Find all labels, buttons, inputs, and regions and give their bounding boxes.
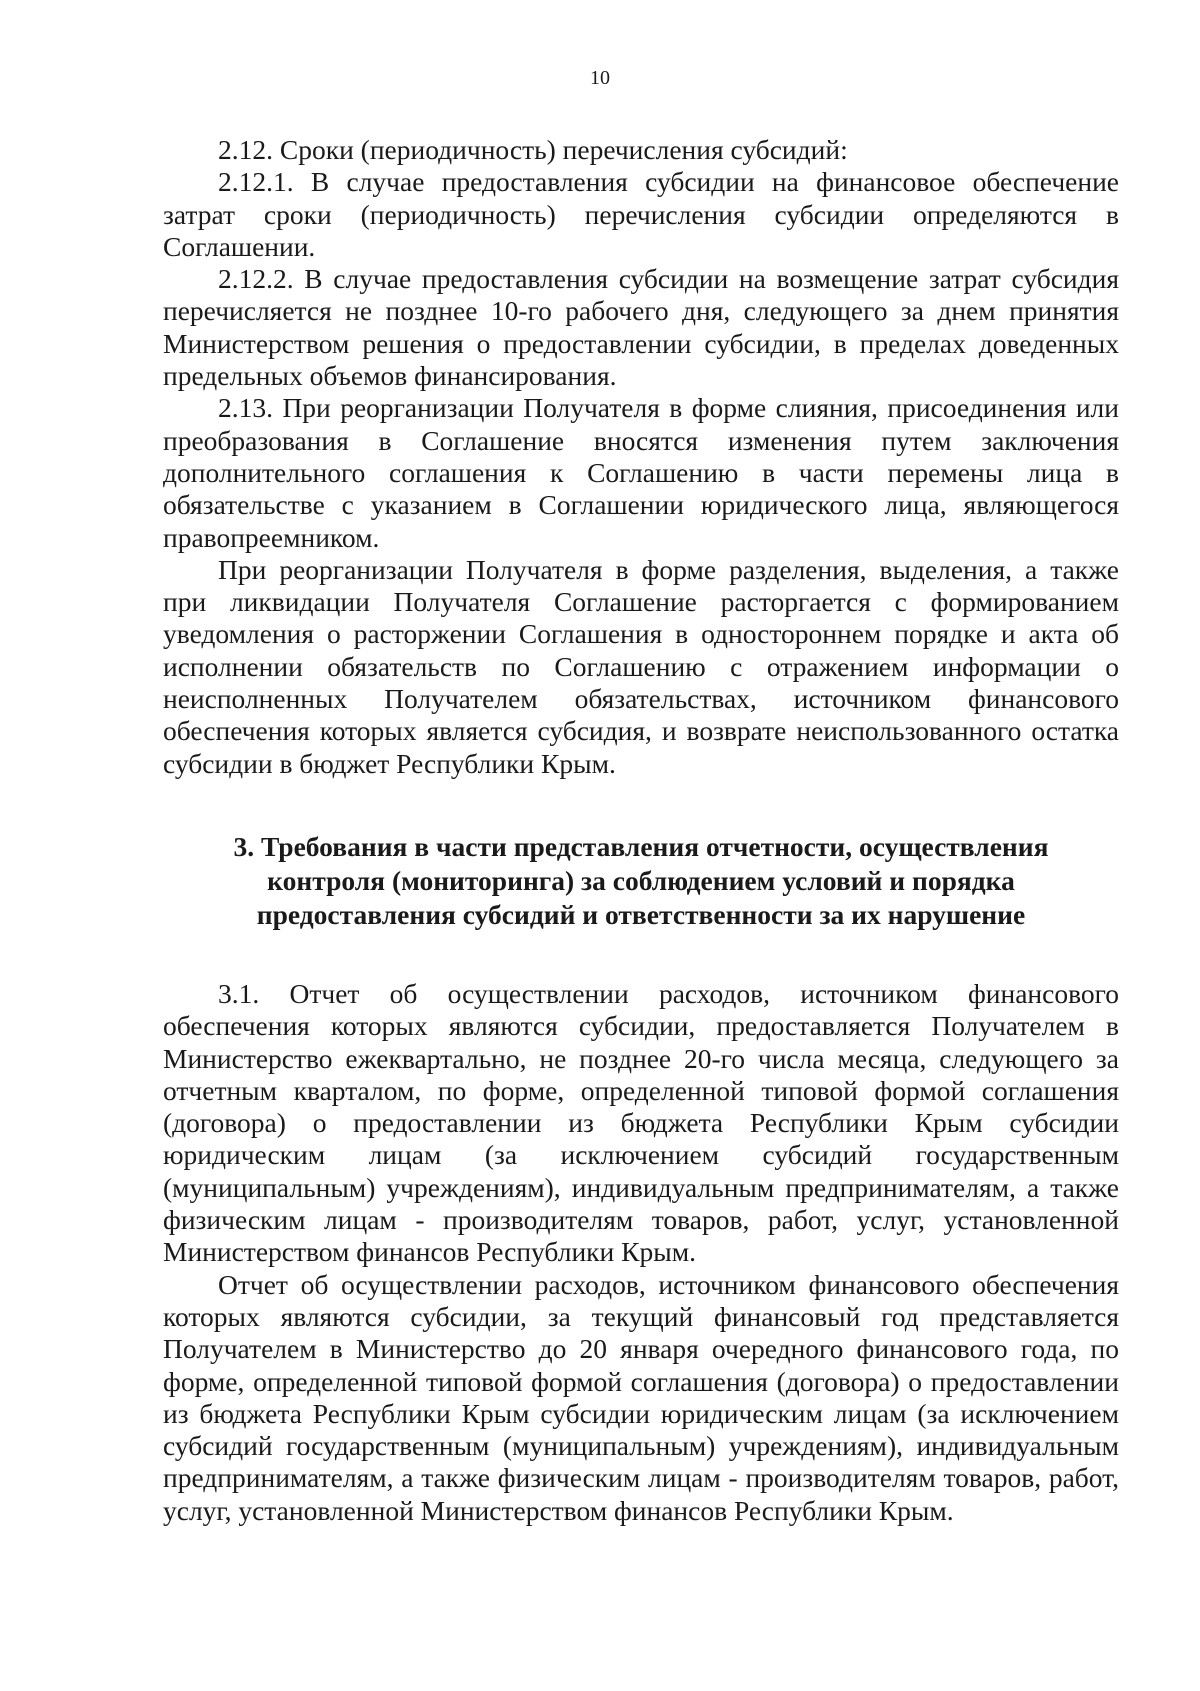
- document-body: [163, 134, 1119, 1527]
- paragraph-2-12: 2.12. Сроки (периодичность) перечисления субсидий:: [218, 134, 848, 165]
- section-heading-line: 3. Требования в части представления отчетности, осуществления: [233, 830, 1049, 862]
- paragraph-2-13: 2.13. При реорганизации Получателя в форме слияния, присоединения или преобразования в Соглашение вносятся изменения путем заключения дополнительного соглашения к Соглашению в части перемены лица в обязательстве с указанием в Соглашении юридического лица, являющегося правопреемником.: [163, 392, 1119, 553]
- page-number: 10: [590, 67, 610, 89]
- paragraph-2-13-reorganization: При реорганизации Получателя в форме разделения, выделения, а также при ликвидации Получателя Соглашение расторгается с формированием уведомления о расторжении Соглашения в одностороннем порядке и акта об исполнении обязательств по Соглашению с отражением информации о неисполненных Получателем обязательствах, источником финансового обеспечения которых является субсидия, и возврате неиспользованного остатка субсидии в бюджет Республики Крым.: [163, 553, 1119, 779]
- section-3-heading: [163, 830, 1119, 932]
- paragraph-2-12-2: 2.12.2. В случае предоставления субсидии на возмещение затрат субсидия перечисляется не позднее 10-го рабочего дня, следующего за днем принятия Министерством решения о предоставлении субсидии, в пределах доведенных предельных объемов финансирования.: [163, 263, 1119, 392]
- section-heading-line: контроля (мониторинга) за соблюдением условий и порядка: [267, 864, 1015, 896]
- paragraph-2-12-1: 2.12.1. В случае предоставления субсидии на финансовое обеспечение затрат сроки (периодичность) перечисления субсидии определяются в Соглашении.: [163, 166, 1119, 262]
- section-heading-line: предоставления субсидий и ответственности за их нарушение: [256, 898, 1026, 930]
- paragraph-3-1: 3.1. Отчет об осуществлении расходов, источником финансового обеспечения которых являются субсидии, предоставляется Получателем в Министерство ежеквартально, не позднее 20-го числа месяца, следующего за отчетным кварталом, по форме, определенной типовой формой соглашения (договора) о предоставлении из бюджета Республики Крым субсидии юридическим лицам (за исключением субсидий государственным (муниципальным) учреждениям), индивидуальным предпринимателям, а также физическим лицам - производителям товаров, работ, услуг, установленной Министерством финансов Республики Крым.: [163, 977, 1119, 1268]
- paragraph-3-1-annual-report: Отчет об осуществлении расходов, источником финансового обеспечения которых являются субсидии, за текущий финансовый год представляется Получателем в Министерство до 20 января очередного финансового года, по форме, определенной типовой формой соглашения (договора) о предоставлении из бюджета Республики Крым субсидии юридическим лицам (за исключением субсидий государственным (муниципальным) учреждениям), индивидуальным предпринимателям, а также физическим лицам - производителям товаров, работ, услуг, установленной Министерством финансов Республики Крым.: [163, 1268, 1119, 1526]
